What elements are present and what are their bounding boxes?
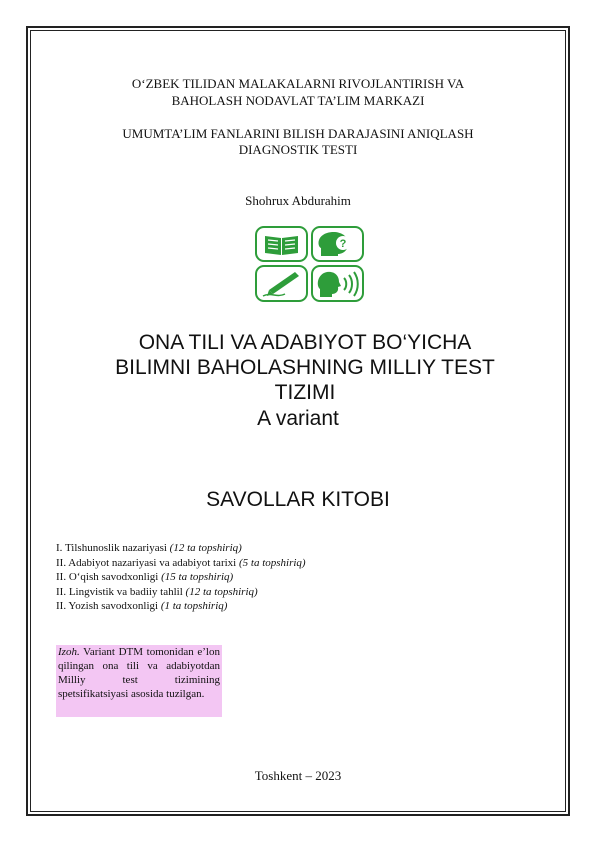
question-head-icon [312,227,363,261]
section-name: II. Lingvistik va badiiy tahlil [56,585,183,598]
pen-writing-icon [256,266,307,301]
section-item [56,585,356,600]
section-count: (12 ta topshiriq) [169,542,242,554]
section-item [56,599,356,614]
speaking-head-icon [312,266,363,301]
org-name-line-1: O‘ZBEK TILIDAN MALAKALARNI RIVOJLANTIRISH VA [131,76,465,91]
variant-label: A variant [257,407,339,430]
section-item [56,556,356,571]
section-count: (12 ta topshiriq) [185,585,258,598]
note-box [56,645,222,717]
section-item [56,541,356,556]
test-name-line-2: DIAGNOSTIK TESTI [238,142,358,157]
main-title-line-1: ONA TILI VA ADABIYOT BO‘YICHA [138,331,472,354]
section-name: II. Adabiyot nazariyasi va adabiyot tarixi [56,556,237,569]
main-title-line-2: BILIMNI BAHOLASHNING MILLIY TEST [115,356,495,379]
section-count: (15 ta topshiriq) [161,571,234,583]
book-icon [256,227,307,261]
note-text: Variant DTM tomonidan e’lon qilingan ona tili va adabiyotdan Milliy test tizimining spetsifikatsiyasi asosida tuzilgan. [58,646,220,700]
section-item [56,570,356,585]
section-name: I. Tilshunoslik nazariyasi [56,542,167,554]
test-name-line-1: UMUMTA’LIM FANLARINI BILISH DARAJASINI ANIQLASH [122,126,474,141]
section-name: II. O‘qish savodxonligi [56,571,159,583]
org-name-line-2: BAHOLASH NODAVLAT TA’LIM MARKAZI [171,93,425,108]
sections-list [56,541,356,614]
main-title-line-3: TIZIMI [274,381,336,404]
svg-text:?: ? [339,238,347,250]
author-name: Shohrux Abdurahim [245,193,351,208]
note-label: Izoh. [58,646,80,658]
place-year: Toshkent – 2023 [254,768,342,783]
section-count: (1 ta topshiriq) [160,600,228,612]
section-name: II. Yozish savodxonligi [56,600,159,612]
section-count: (5 ta topshiriq) [238,556,306,569]
book-title: SAVOLLAR KITOBI [206,488,390,511]
logo [255,226,365,302]
